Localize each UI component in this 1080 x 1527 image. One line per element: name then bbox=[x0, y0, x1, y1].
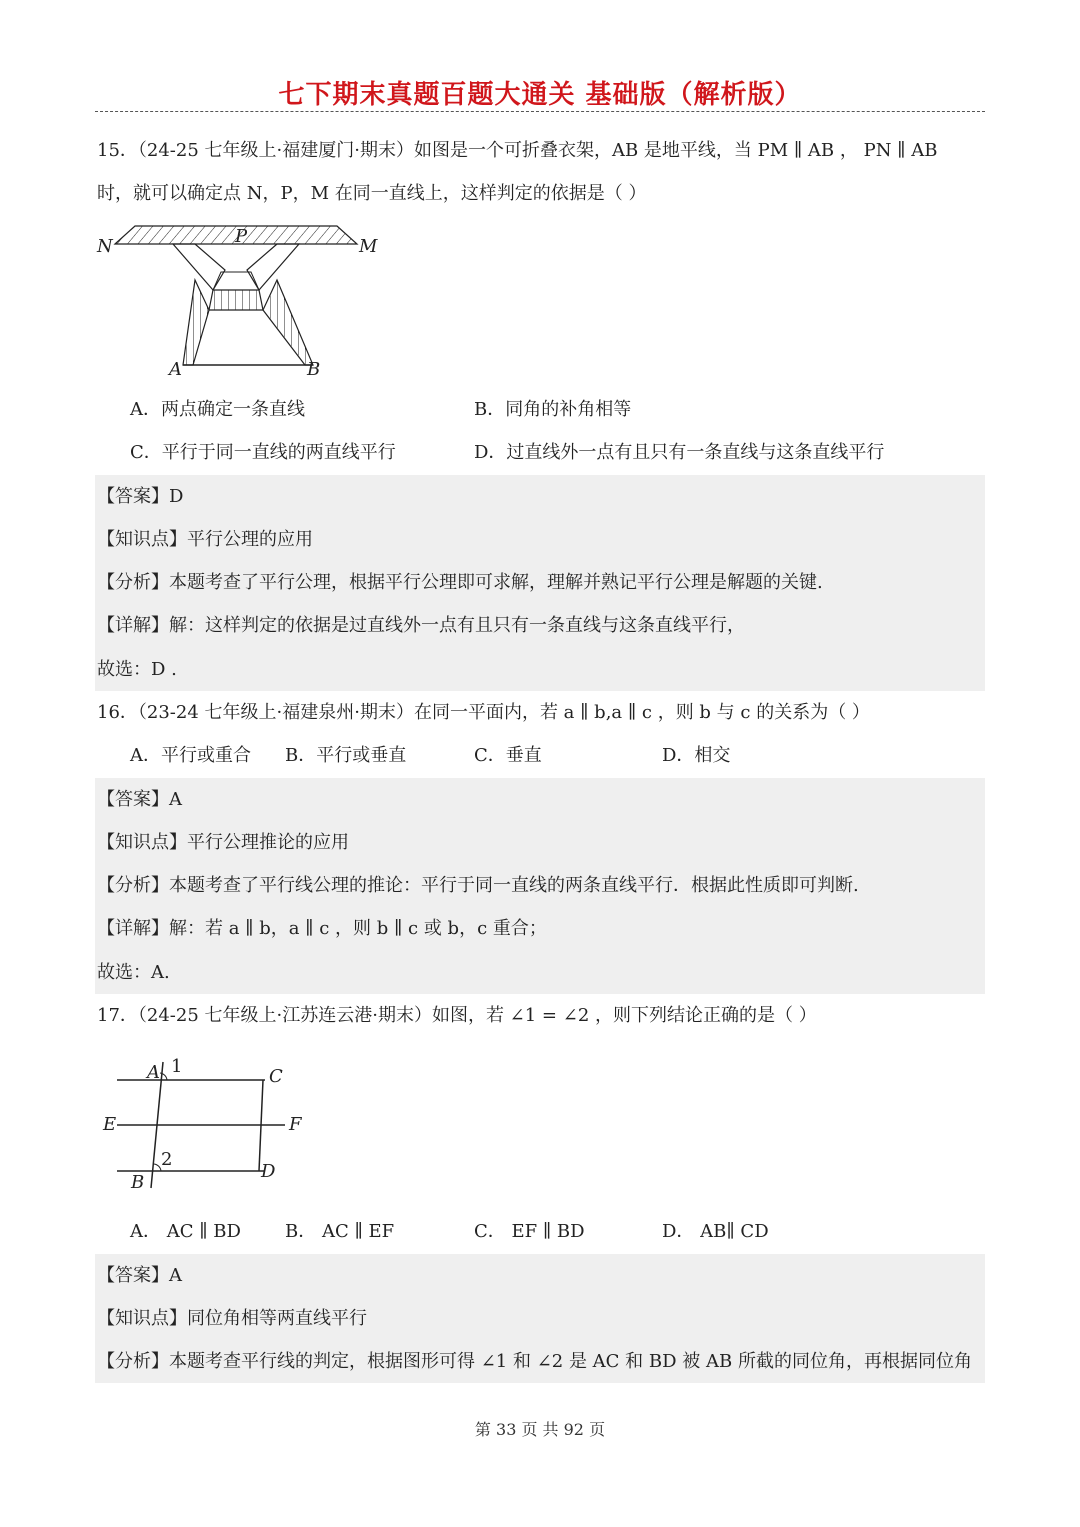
q15-figure-hanger bbox=[95, 220, 395, 380]
hanger-right-leg bbox=[263, 280, 313, 365]
page-footer-number: 第 33 页 共 92 页 bbox=[474, 1420, 606, 1439]
hanger-left-arm bbox=[173, 244, 225, 290]
q17-analysis: 【分析】本题考查平行线的判定，根据图形可得 ∠1 和 ∠2 是 AC 和 BD 被 AB 所截的同位角，再根据同位角 bbox=[97, 1351, 972, 1372]
q15-stem-line1: 15．（24-25 七年级上·福建厦门·期末）如图是一个可折叠衣架，AB 是地平线，当 PM ∥ AB ， PN ∥ AB bbox=[97, 140, 938, 161]
q15-detail: 【详解】解：这样判定的依据是过直线外一点有且只有一条直线与这条直线平行， bbox=[97, 615, 745, 636]
label-B: B bbox=[307, 359, 321, 380]
q16-knowledge: 【知识点】平行公理推论的应用 bbox=[97, 832, 349, 853]
q16-choice: 故选：A. bbox=[97, 962, 170, 983]
q15-option-a: A．两点确定一条直线 bbox=[130, 399, 305, 420]
label-D: D bbox=[261, 1161, 276, 1182]
q17-option-c: C． EF ∥ BD bbox=[474, 1221, 585, 1242]
label-2: 2 bbox=[161, 1149, 173, 1170]
q16-option-c: C．垂直 bbox=[474, 745, 542, 766]
q17-answer: 【答案】A bbox=[97, 1265, 182, 1286]
q17-option-a: A． AC ∥ BD bbox=[130, 1221, 241, 1242]
q17-option-b: B． AC ∥ EF bbox=[285, 1221, 395, 1242]
q15-option-d: D．过直线外一点有且只有一条直线与这条直线平行 bbox=[474, 442, 885, 463]
label-F: F bbox=[289, 1114, 302, 1135]
label-A: A bbox=[147, 1062, 160, 1083]
q15-option-b: B．同角的补角相等 bbox=[474, 399, 632, 420]
q17-stem: 17．（24-25 七年级上·江苏连云港·期末）如图，若 ∠1 = ∠2 ，则下列结论正确的是（ ） bbox=[97, 1005, 817, 1026]
q17-knowledge: 【知识点】同位角相等两直线平行 bbox=[97, 1308, 367, 1329]
label-B: B bbox=[131, 1172, 145, 1193]
q15-choice: 故选：D . bbox=[97, 659, 177, 680]
label-N: N bbox=[97, 236, 113, 257]
hanger-right-arm bbox=[247, 244, 299, 290]
q16-stem: 16．（23-24 七年级上·福建泉州·期末）在同一平面内，若 a ∥ b,a ∥ c ，则 b 与 c 的关系为（ ） bbox=[97, 702, 870, 723]
label-P: P bbox=[235, 226, 248, 247]
angle-2-arc bbox=[154, 1164, 161, 1171]
q16-answer: 【答案】A bbox=[97, 789, 182, 810]
hanger-center-box bbox=[209, 290, 263, 310]
label-A: A bbox=[169, 359, 182, 380]
label-1: 1 bbox=[171, 1056, 183, 1077]
q17-figure-parallel-lines bbox=[95, 1048, 325, 1198]
q16-option-b: B．平行或垂直 bbox=[285, 745, 407, 766]
label-E: E bbox=[103, 1114, 117, 1135]
q15-option-c: C．平行于同一直线的两直线平行 bbox=[130, 442, 396, 463]
header-divider bbox=[95, 111, 985, 112]
q15-stem-line2: 时，就可以确定点 N，P，M 在同一直线上，这样判定的依据是（ ） bbox=[97, 183, 647, 204]
q15-answer: 【答案】D bbox=[97, 486, 184, 507]
page-header-title: 七下期末真题百题大通关 基础版（解析版） bbox=[278, 80, 802, 110]
label-M: M bbox=[359, 236, 378, 257]
label-C: C bbox=[269, 1066, 283, 1087]
q16-option-a: A．平行或重合 bbox=[130, 745, 251, 766]
q17-option-d: D． AB∥ CD bbox=[662, 1221, 769, 1242]
q16-detail: 【详解】解：若 a ∥ b，a ∥ c ，则 b ∥ c 或 b，c 重合； bbox=[97, 918, 547, 939]
q16-analysis: 【分析】本题考查了平行线公理的推论：平行于同一直线的两条直线平行．根据此性质即可判断. bbox=[97, 875, 859, 896]
q15-analysis: 【分析】本题考查了平行公理，根据平行公理即可求解，理解并熟记平行公理是解题的关键. bbox=[97, 572, 823, 593]
q15-knowledge: 【知识点】平行公理的应用 bbox=[97, 529, 313, 550]
hanger-left-leg bbox=[183, 280, 209, 365]
q16-option-d: D．相交 bbox=[662, 745, 731, 766]
